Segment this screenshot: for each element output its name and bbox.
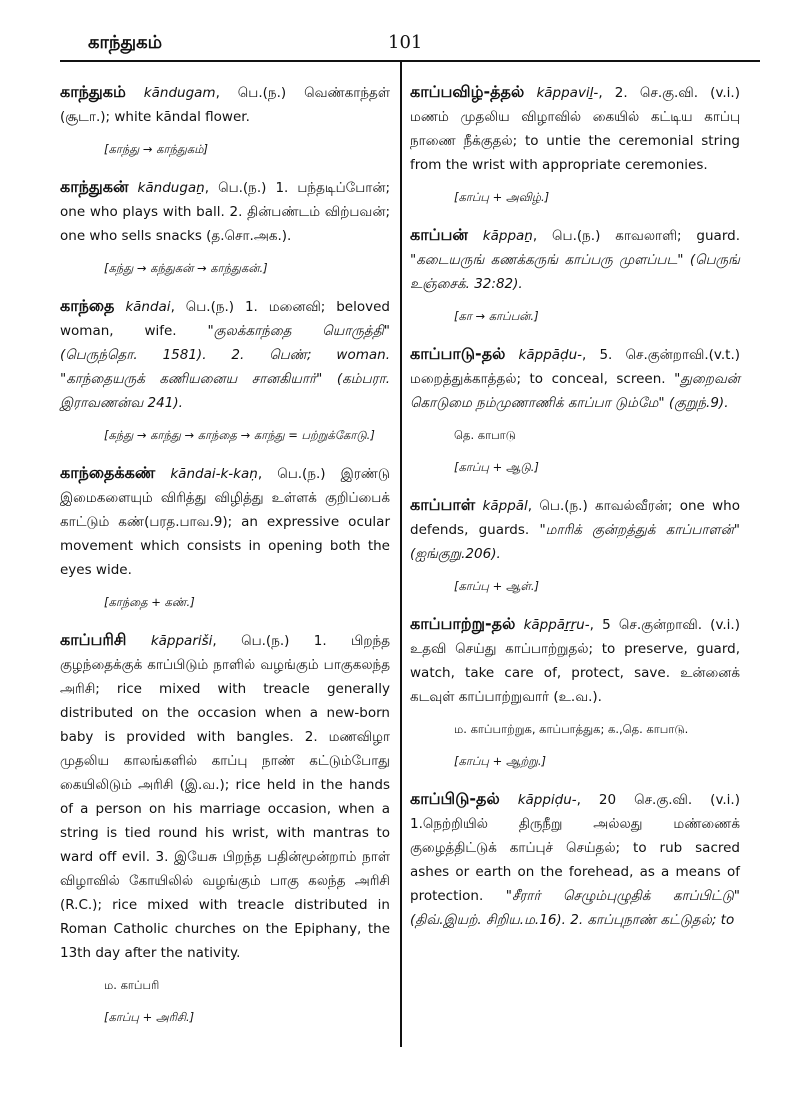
dictionary-entry bbox=[410, 787, 740, 932]
entry-citation: "குலக்காந்தை யொருத்தி" (பெருந்தொ. 1581). 2. பெண்; woman. "காந்தையருக் கணியனைய சானகியார்" (கம்பரா. இராவணன்வ 241). bbox=[60, 323, 390, 411]
entry-headword: காப்பவிழ்-த்தல் bbox=[410, 82, 525, 101]
dictionary-entry bbox=[410, 342, 740, 415]
right-column bbox=[410, 80, 740, 940]
entry-citation: "துறைவன் கொடுமை நம்முணாணிக் காப்பா டும்மே" (குறுந்.9). bbox=[410, 371, 740, 411]
entry-etymology: [காப்பு + அரிசி.] bbox=[104, 1010, 195, 1024]
left-column bbox=[60, 80, 390, 1043]
entry-transliteration: kāppiḍu- bbox=[517, 792, 577, 808]
entry-etymology: [கந்து → கந்துகன் → காந்துகன்.] bbox=[104, 261, 268, 275]
entry-etymology: [காப்பு + அவிழ்.] bbox=[454, 190, 550, 204]
dictionary-entry bbox=[410, 493, 740, 566]
entry-headword: காப்பாற்று-தல் bbox=[410, 614, 516, 633]
entry-etymology: [காப்பு + ஆடு.] bbox=[454, 460, 539, 474]
entry-definition: , 5 செ.குன்றாவி. (v.i.) உதவி செய்து காப்பாற்றுதல்; to preserve, guard, watch, take care of, protect, save. உன்னைக் கடவுள் காப்பாற்றுவார் (உ.வ.). bbox=[410, 617, 740, 705]
entry-transliteration: kāppāl bbox=[482, 498, 528, 514]
entry-definition: , பெ.(ந.) 1. பிறந்த குழந்தைக்குக் காப்பிடும் நாளில் வழங்கும் பாகுகலந்த அரிசி; rice mixed with treacle generally distributed on the occasion when a new-born baby is provided with bangles. 2. மணவிழா முதலிய காலங்களில் காப்பு நாண் கட்டும்போது கையிலிடும் அரிசி (இ.வ.); rice held in the hands of a person on his marriage occasion, when a string is tied round his wrist, with mantras to ward off evil. 3. இயேசு பிறந்த பதின்மூன்றாம் நாள் விழாவில் கோயிலில் வழங்கும் பாகு கலந்த அரிசி (R.C.); rice mixed with treacle distributed in Roman Catholic churches on the Epiphany, the 13th day after the nativity. bbox=[60, 633, 390, 961]
dictionary-entry bbox=[60, 294, 390, 415]
entry-transliteration: kāppāṟṟu- bbox=[523, 617, 590, 633]
entry-definition: , பெ.(ந.) காவல்வீரன்; one who defends, guards. bbox=[410, 498, 740, 538]
entry-transliteration: kāppariši bbox=[150, 633, 213, 649]
entry-definition: , 20 செ.கு.வி. (v.i.) 1.நெற்றியில் திருநீறு அல்லது மண்ணைக் குழைத்திட்டுக் காப்புச் செய்தல்; to rub sacred ashes or earth on the forehead, as a means of protection. bbox=[410, 792, 740, 904]
entry-definition: , பெ.(ந.) வெண்காந்தள் (சூடா.); white kāndal flower. bbox=[60, 85, 391, 125]
entry-etymology: [காப்பு + ஆள்.] bbox=[454, 579, 539, 593]
entry-cognates: ம. காப்பாற்றுக, காப்பாத்துக; க.,தெ. காபாடு. bbox=[454, 722, 689, 736]
entry-headword: காப்பிடு-தல் bbox=[410, 789, 500, 808]
entry-definition: , பெ.(ந.) 1. பந்தடிப்போன்; one who plays with ball. 2. தின்பண்டம் விற்பவன்; one who sells snacks (த.சொ.அக.). bbox=[60, 180, 390, 244]
dictionary-entry bbox=[410, 223, 740, 296]
entry-definition: , 2. செ.கு.வி. (v.i.) மணம் முதலிய விழாவில் கையில் கட்டிய காப்பு நாணை நீக்குதல்; to untie the ceremonial string from the wrist with appropriate ceremonies. bbox=[410, 85, 740, 173]
dictionary-entry bbox=[410, 612, 740, 709]
entry-citation: "மாரிக் குன்றத்துக் காப்பாளன்" (ஐங்குறு.206). bbox=[410, 522, 740, 562]
dictionary-entry bbox=[60, 175, 390, 248]
entry-transliteration: kāndugam bbox=[143, 85, 216, 101]
dictionary-entry bbox=[60, 80, 390, 129]
entry-definition: , பெ.(ந.) காவலாளி; guard. bbox=[532, 228, 740, 244]
entry-transliteration: kāppaviḻ- bbox=[536, 85, 599, 101]
entry-headword: காந்தைக்கண் bbox=[60, 463, 156, 482]
entry-headword: காந்துகன் bbox=[60, 177, 129, 196]
entry-transliteration: kāndugaṉ bbox=[137, 180, 205, 196]
entry-headword: காப்பன் bbox=[410, 225, 468, 244]
entry-headword: காப்பாடு-தல் bbox=[410, 344, 506, 363]
entry-cognates: ம. காப்பரி bbox=[104, 978, 160, 992]
running-head: காந்துகம் bbox=[88, 32, 163, 53]
dictionary-entry bbox=[60, 461, 390, 582]
entry-citation: "கடையருங் கணக்கருங் காப்பரு முளப்பட" (பெருங் உஞ்சைக். 32:82). bbox=[410, 252, 740, 292]
entry-transliteration: kāndai-k-kaṇ bbox=[170, 466, 258, 482]
entry-definition: , பெ.(ந.) 1. மனைவி; beloved woman, wife. bbox=[60, 299, 390, 339]
dictionary-entry bbox=[60, 628, 390, 965]
entry-transliteration: kāndai bbox=[125, 299, 171, 315]
entry-headword: காப்பரிசி bbox=[60, 630, 127, 649]
header-rule bbox=[60, 60, 760, 62]
entry-cognates: தெ. காபாடு bbox=[454, 428, 516, 442]
entry-transliteration: kāppāḍu- bbox=[518, 347, 583, 363]
entry-etymology: [காப்பு + ஆற்று.] bbox=[454, 754, 547, 768]
entry-transliteration: kāppaṉ bbox=[482, 228, 533, 244]
page-header bbox=[0, 32, 800, 62]
entry-etymology: [காந்தை + கண்.] bbox=[104, 595, 195, 609]
entry-definition: , பெ.(ந.) இரண்டு இமைகளையும் விரித்து விழித்து உள்ளக் குறிப்பைக் காட்டும் கண்(பரத.பாவ.9); an expressive ocular movement which consists in opening both the eyes wide. bbox=[60, 466, 390, 578]
dictionary-entry bbox=[410, 80, 740, 177]
page-number: 101 bbox=[388, 32, 423, 53]
entry-citation: "சீரார் செழும்புழுதிக் காப்பிட்டு" (திவ்.இயற். சிறிய.ம.16). 2. காப்புநாண் கட்டுதல்; to bbox=[410, 888, 740, 928]
column-divider bbox=[400, 62, 402, 1047]
entry-headword: காந்தை bbox=[60, 296, 115, 315]
entry-headword: காப்பாள் bbox=[410, 495, 476, 514]
entry-definition: , 5. செ.குன்றாவி.(v.t.) மறைத்துக்காத்தல்; to conceal, screen. bbox=[410, 347, 740, 387]
entry-etymology: [காந்து → காந்துகம்] bbox=[104, 142, 208, 156]
entry-headword: காந்துகம் bbox=[60, 82, 126, 101]
entry-etymology: [கந்து → காந்து → காந்தை → காந்து = பற்றுக்கோடு.] bbox=[104, 428, 375, 442]
entry-etymology: [கா → காப்பன்.] bbox=[454, 309, 539, 323]
